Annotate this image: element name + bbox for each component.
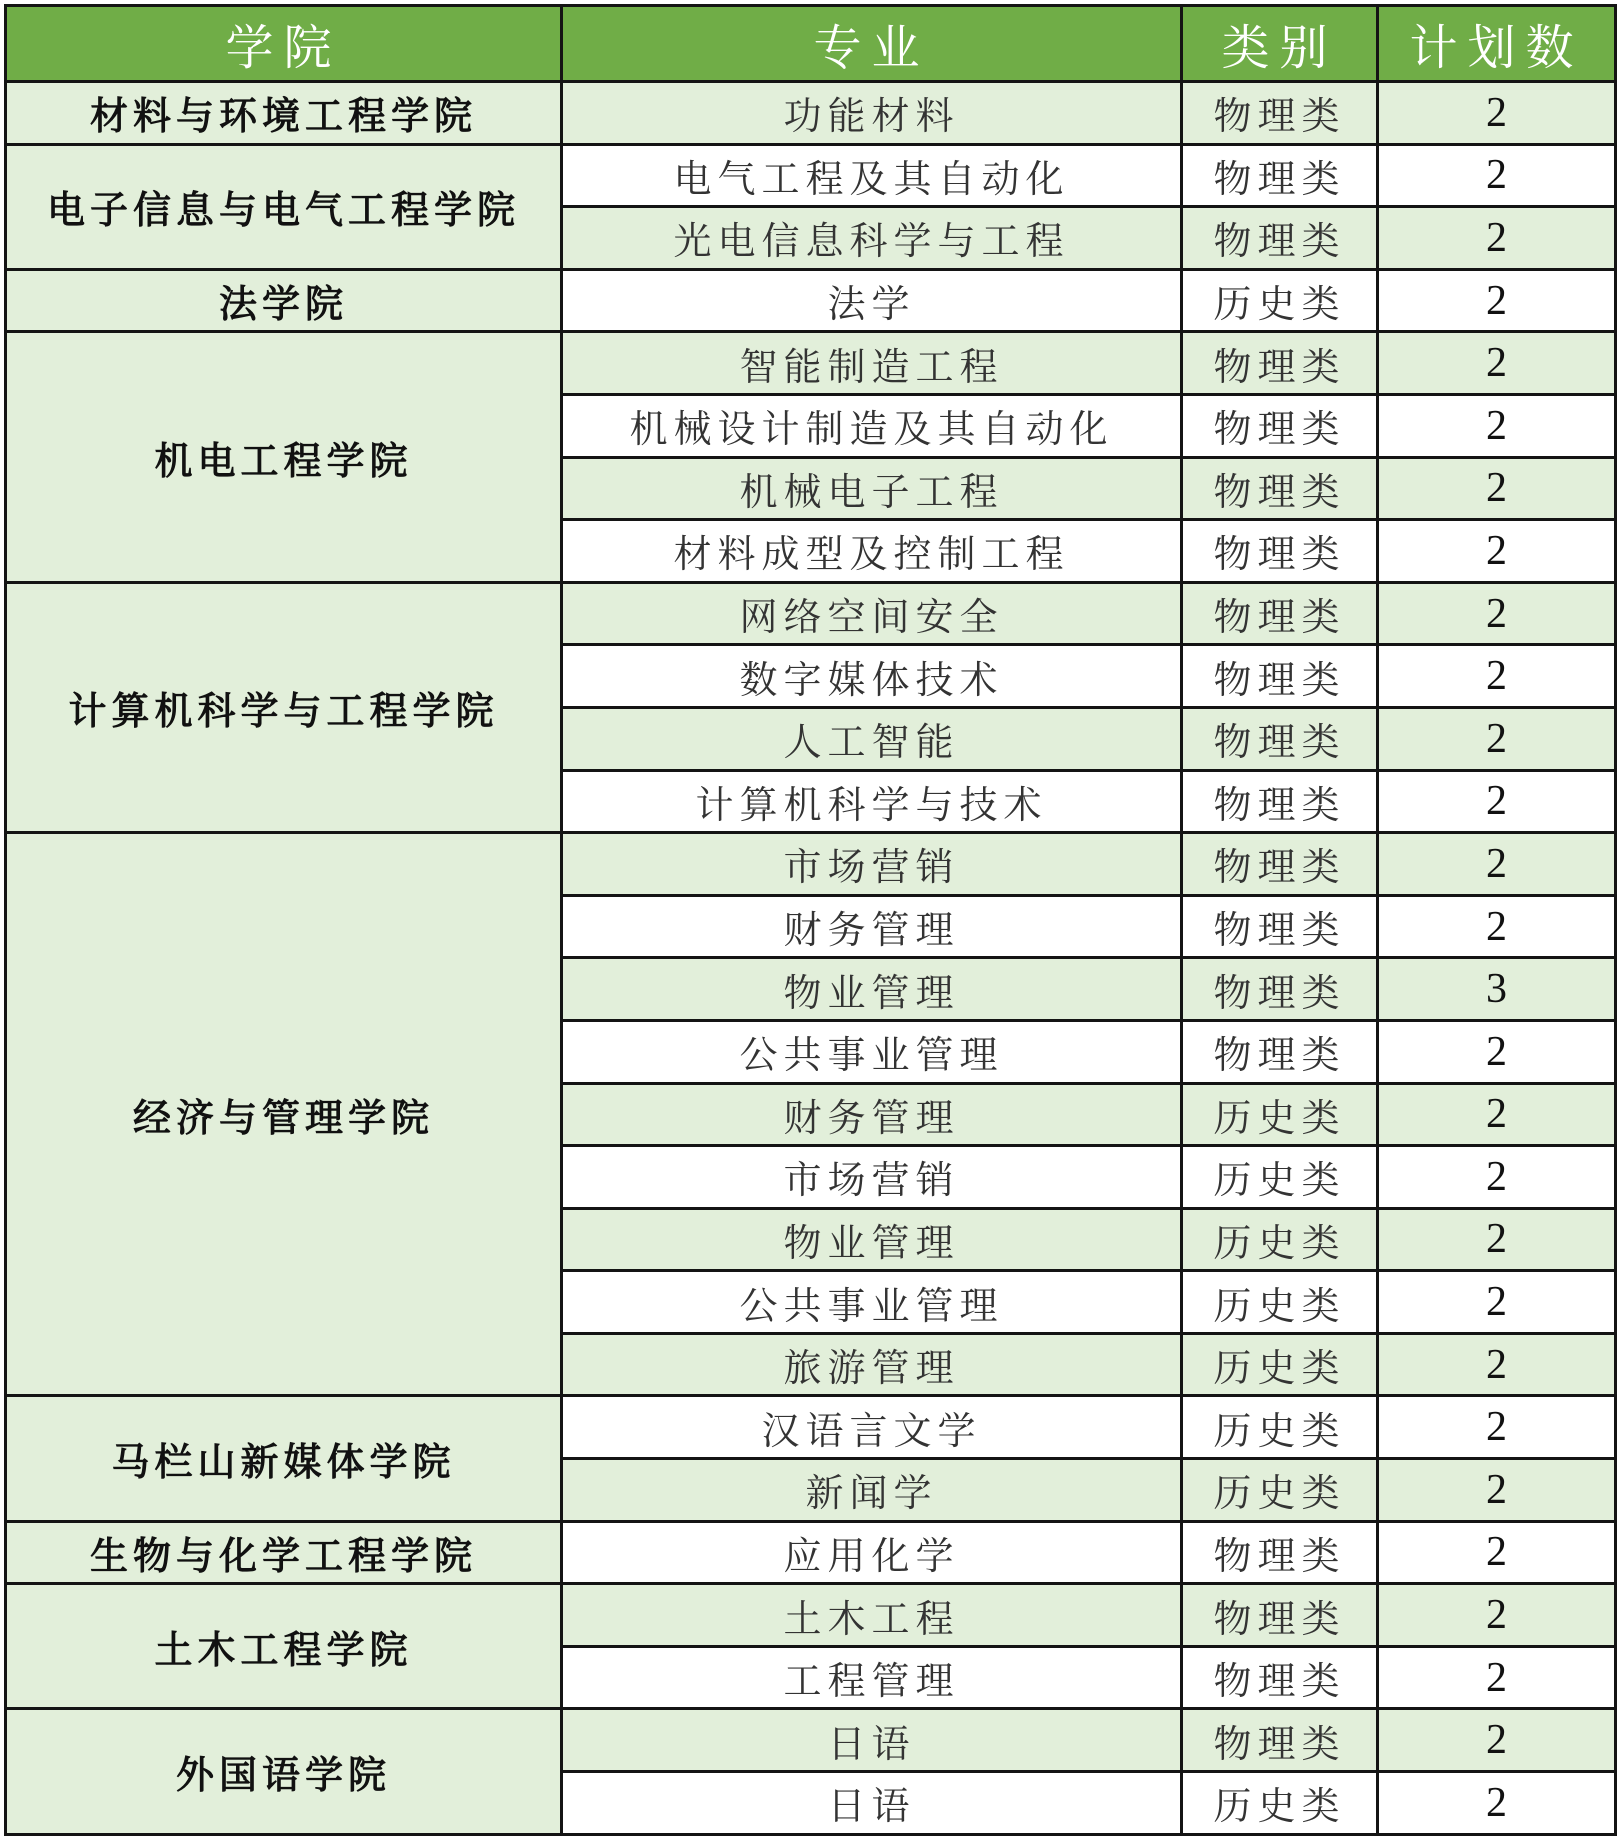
college-cell: 土木工程学院 [6,1584,562,1709]
major-cell: 物业管理 [562,1208,1182,1271]
header-plan-count: 计划数 [1378,6,1616,82]
major-cell: 财务管理 [562,1083,1182,1146]
college-cell: 马栏山新媒体学院 [6,1396,562,1521]
major-cell: 市场营销 [562,833,1182,896]
category-cell: 物理类 [1182,520,1378,583]
plan-count-cell: 2 [1378,1020,1616,1083]
header-category: 类别 [1182,6,1378,82]
plan-count-cell: 2 [1378,1521,1616,1584]
major-cell: 机械设计制造及其自动化 [562,394,1182,457]
category-cell: 物理类 [1182,895,1378,958]
category-cell: 物理类 [1182,207,1378,270]
table-row [6,269,1616,332]
plan-count-cell: 2 [1378,457,1616,520]
plan-count-cell: 2 [1378,770,1616,833]
category-cell: 历史类 [1182,1333,1378,1396]
header-college: 学院 [6,6,562,82]
plan-count-cell: 2 [1378,207,1616,270]
major-cell: 公共事业管理 [562,1020,1182,1083]
major-cell: 工程管理 [562,1646,1182,1709]
category-cell: 物理类 [1182,1521,1378,1584]
plan-count-cell: 2 [1378,144,1616,207]
major-cell: 市场营销 [562,1146,1182,1209]
plan-count-cell: 2 [1378,1709,1616,1772]
category-cell: 物理类 [1182,1646,1378,1709]
major-cell: 日语 [562,1709,1182,1772]
major-cell: 汉语言文学 [562,1396,1182,1459]
category-cell: 历史类 [1182,1396,1378,1459]
major-cell: 物业管理 [562,958,1182,1021]
major-cell: 数字媒体技术 [562,645,1182,708]
table-row [6,82,1616,145]
plan-count-cell: 2 [1378,520,1616,583]
major-cell: 旅游管理 [562,1333,1182,1396]
plan-count-cell: 2 [1378,582,1616,645]
table-row [6,582,1616,645]
plan-count-cell: 2 [1378,332,1616,395]
plan-count-cell: 2 [1378,1772,1616,1835]
category-cell: 物理类 [1182,144,1378,207]
category-cell: 物理类 [1182,1584,1378,1647]
plan-count-cell: 2 [1378,82,1616,145]
plan-count-cell: 2 [1378,1396,1616,1459]
category-cell: 物理类 [1182,645,1378,708]
plan-count-cell: 2 [1378,1333,1616,1396]
college-cell: 经济与管理学院 [6,833,562,1396]
category-cell: 物理类 [1182,582,1378,645]
plan-count-cell: 2 [1378,394,1616,457]
category-cell: 物理类 [1182,1709,1378,1772]
major-cell: 日语 [562,1772,1182,1835]
plan-count-cell: 2 [1378,1584,1616,1647]
category-cell: 物理类 [1182,82,1378,145]
category-cell: 物理类 [1182,394,1378,457]
major-cell: 材料成型及控制工程 [562,520,1182,583]
category-cell: 历史类 [1182,1772,1378,1835]
category-cell: 物理类 [1182,833,1378,896]
plan-count-cell: 2 [1378,1459,1616,1522]
major-cell: 网络空间安全 [562,582,1182,645]
header-major: 专业 [562,6,1182,82]
college-cell: 电子信息与电气工程学院 [6,144,562,269]
table-row [6,1396,1616,1459]
category-cell: 物理类 [1182,770,1378,833]
table-header-row [6,6,1616,82]
plan-count-cell: 2 [1378,1271,1616,1334]
major-cell: 土木工程 [562,1584,1182,1647]
plan-count-cell: 2 [1378,833,1616,896]
category-cell: 历史类 [1182,1208,1378,1271]
major-cell: 智能制造工程 [562,332,1182,395]
plan-count-cell: 2 [1378,1146,1616,1209]
major-cell: 法学 [562,269,1182,332]
major-cell: 功能材料 [562,82,1182,145]
table-row [6,1709,1616,1772]
plan-count-cell: 3 [1378,958,1616,1021]
college-cell: 计算机科学与工程学院 [6,582,562,832]
college-cell: 外国语学院 [6,1709,562,1834]
college-cell: 材料与环境工程学院 [6,82,562,145]
category-cell: 物理类 [1182,1020,1378,1083]
plan-count-cell: 2 [1378,1208,1616,1271]
major-cell: 应用化学 [562,1521,1182,1584]
major-cell: 电气工程及其自动化 [562,144,1182,207]
table-row [6,144,1616,207]
major-cell: 公共事业管理 [562,1271,1182,1334]
major-cell: 财务管理 [562,895,1182,958]
category-cell: 历史类 [1182,1271,1378,1334]
table-row [6,1584,1616,1647]
category-cell: 历史类 [1182,1146,1378,1209]
plan-count-cell: 2 [1378,707,1616,770]
major-cell: 人工智能 [562,707,1182,770]
category-cell: 物理类 [1182,707,1378,770]
plan-count-cell: 2 [1378,645,1616,708]
college-cell: 法学院 [6,269,562,332]
table-row [6,1521,1616,1584]
plan-count-cell: 2 [1378,1646,1616,1709]
table-row [6,833,1616,896]
plan-count-cell: 2 [1378,1083,1616,1146]
major-cell: 新闻学 [562,1459,1182,1522]
enrollment-plan-table [4,4,1617,1836]
category-cell: 历史类 [1182,1459,1378,1522]
category-cell: 物理类 [1182,332,1378,395]
table-row [6,332,1616,395]
category-cell: 物理类 [1182,958,1378,1021]
category-cell: 物理类 [1182,457,1378,520]
college-cell: 机电工程学院 [6,332,562,582]
table-body [6,82,1616,1835]
major-cell: 光电信息科学与工程 [562,207,1182,270]
category-cell: 历史类 [1182,1083,1378,1146]
college-cell: 生物与化学工程学院 [6,1521,562,1584]
plan-count-cell: 2 [1378,895,1616,958]
category-cell: 历史类 [1182,269,1378,332]
major-cell: 机械电子工程 [562,457,1182,520]
major-cell: 计算机科学与技术 [562,770,1182,833]
enrollment-plan-document [4,4,1614,1832]
plan-count-cell: 2 [1378,269,1616,332]
